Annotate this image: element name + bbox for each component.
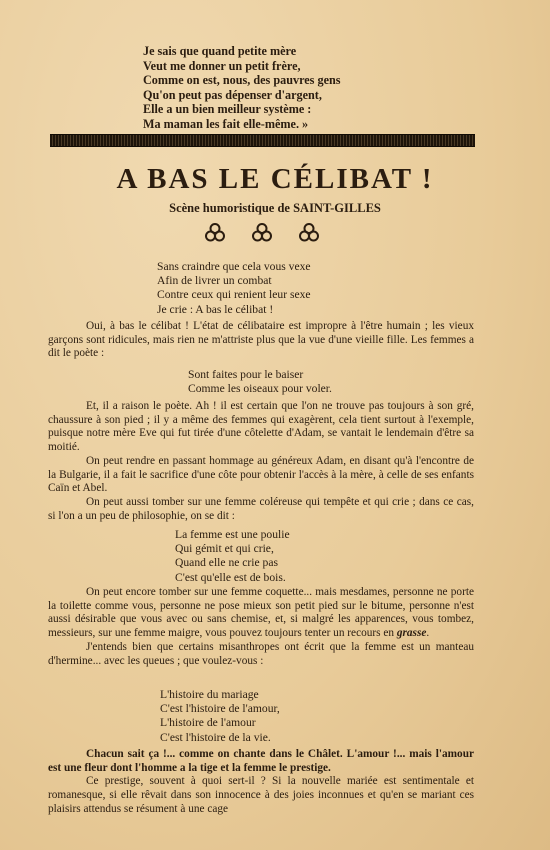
trefoil-ornament-icon <box>204 222 226 244</box>
decorative-rule <box>50 134 475 147</box>
poem-line: Sont faites pour le baiser <box>188 368 304 381</box>
poem-line: C'est qu'elle est de bois. <box>175 570 286 584</box>
poem-line: Quand elle ne crie pas <box>175 556 279 570</box>
paragraph-text: On peut encore tomber sur une femme coquette... mais mesdames, personne ne porte la toilette comme vous, personne ne pose mieux son petit pied sur le bitume, personne n'est aussi désirable que vous avec ou sans chemise, et, si malgré les apparences, vous tombez, messieurs, sur une femme maigre, vous pouvez toujours tenter un recours en <box>48 586 474 640</box>
poem-line: Elle a un bien meilleur système : <box>143 102 312 117</box>
trefoil-ornament-icon <box>251 222 273 244</box>
trefoil-ornament-icon <box>298 222 320 244</box>
paragraph: On peut rendre en passant hommage au généreux Adam, en disant qu'à l'encontre de la Bulgarie, il a fait le sacrifice d'une côte pour obtenir l'accès à la mère, à celle de ses enfants Caïn et Abel. <box>48 454 474 495</box>
poem-line: C'est l'histoire de la vie. <box>160 730 271 744</box>
italic-word: grasse <box>396 627 427 640</box>
quoted-verse <box>175 528 290 585</box>
prose-block <box>48 586 474 668</box>
poem-line: Comme on est, nous, des pauvres gens <box>143 73 341 88</box>
paragraph: Oui, à bas le célibat ! L'état de célibataire est impropre à l'être humain ; les vieux garçons sont ridicules, mais rien ne m'attriste plus que la vue d'une vieille fille. Les femmes a dit le poète : <box>48 320 474 360</box>
ornament-row <box>0 222 550 246</box>
poem-line: L'histoire du mariage <box>160 688 259 701</box>
quoted-verse <box>160 688 280 745</box>
poem-line: Qu'on peut pas dépenser d'argent, <box>143 87 322 102</box>
poem-line: Sans craindre que cela vous vexe <box>157 260 311 273</box>
paragraph: Et, il a raison le poète. Ah ! il est certain que l'on ne trouve pas toujours à son gré, chaussure à son pied ; il y a même des femmes qui exagèrent, cela tient surtout à l'exemple, puisque notre mère Eve qui fut tirée d'une côtelette d'Adam, se vantait le lendemain d'être sa moitié. <box>48 400 474 454</box>
paragraph-end: . <box>426 627 430 640</box>
paragraph: Ce prestige, souvent à quoi sert-il ? Si la nouvelle mariée est sentimentale et romanesque, si elle rêvait dans son innocence à des joies inconnues et qu'en se mariant ces plaisirs attendus se résument à une cage <box>48 775 474 815</box>
poem-line: C'est l'histoire de l'amour, <box>160 702 280 716</box>
paragraph: Chacun sait ça !... comme on chante dans le Châlet. L'amour !... mais l'amour est une fleur dont l'homme a la tige et la femme le prestige. <box>48 748 474 774</box>
poem-line: Ma maman les fait elle-même. » <box>143 116 309 131</box>
prose-block <box>48 748 474 817</box>
prose-block <box>48 320 474 361</box>
paragraph: On peut aussi tomber sur une femme coléreuse qui tempête et qui crie ; dans ce cas, si l'on a un peu de philosophie, on se dit : <box>48 495 474 522</box>
page-subtitle: Scène humoristique de SAINT-GILLES <box>169 201 381 215</box>
poem-line: Qui gémit et qui crie, <box>175 542 274 556</box>
poem-line: La femme est une poulie <box>175 528 290 541</box>
poem-line: Je crie : A bas le célibat ! <box>157 302 274 316</box>
paragraph: J'entends bien que certains misanthropes ont écrit que la femme est un manteau d'hermine... avec les queues ; que voulez-vous : <box>48 640 474 667</box>
poem-line: Comme les oiseaux pour voler. <box>188 382 332 396</box>
poem-line: Afin de livrer un combat <box>157 274 272 288</box>
prose-block <box>48 400 474 523</box>
quoted-verse <box>188 368 332 396</box>
poem-line: Veut me donner un petit frère, <box>143 58 301 73</box>
page-title: A BAS LE CÉLIBAT ! <box>116 163 434 195</box>
opening-poem <box>157 260 311 317</box>
poem-line: L'histoire de l'amour <box>160 716 256 730</box>
poem-line: Contre ceux qui renient leur sexe <box>157 288 311 302</box>
paragraph <box>48 586 474 641</box>
poem-line: Je sais que quand petite mère <box>143 44 297 58</box>
top-poem <box>143 44 341 132</box>
